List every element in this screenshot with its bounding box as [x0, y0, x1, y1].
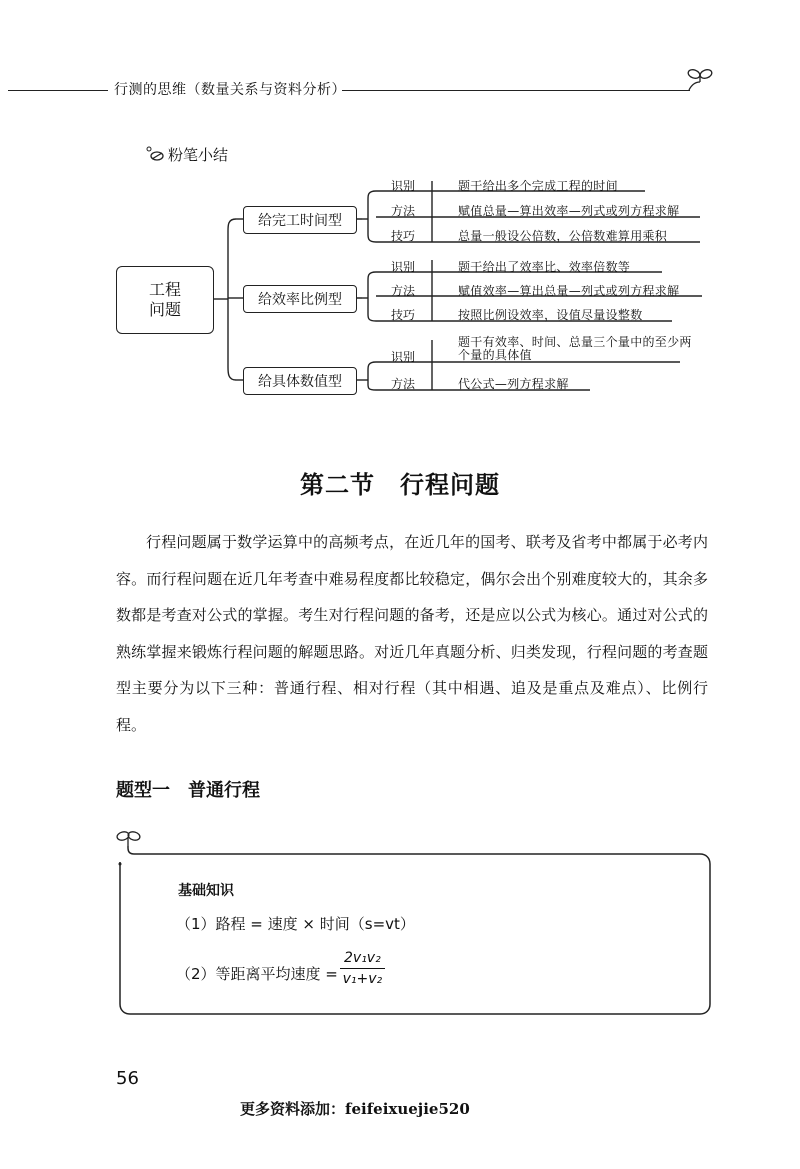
fraction-numerator: 2v₁v₂: [344, 950, 381, 966]
root-line-2: 问题: [148, 300, 181, 319]
knowledge-heading: 基础知识: [178, 883, 234, 899]
formula-average-speed-label: （2）等距离平均速度 =: [176, 965, 338, 983]
formula-average-speed-fraction: [340, 950, 385, 987]
intro-paragraph: 行程问题属于数学运算中的高频考点，在近几年的国考、联考及省考中都属于必考内容。而行程问题在近几年考查中难易程度都比较稳定，偶尔会出个别难度较大的，其余多数都是考查对公式的掌握。考生对行程问题的备考，还是应以公式为核心。通过对公式的熟练掌握来锻炼行程问题的解题思路。对近几年真题分析、归类发现，行程问题的考查题型主要分为以下三种：普通行程、相对行程（其中相遇、追及是重点及难点）、比例行程。: [116, 533, 708, 734]
branch-completion-time: 给完工时间型: [243, 206, 357, 234]
leaf-text: 总量一般设公倍数，公倍数难算用乘积: [458, 229, 668, 243]
leaf-text: 题干给出多个完成工程的时间: [458, 179, 618, 193]
leaf-text: 题干给出了效率比、效率倍数等: [458, 260, 631, 274]
leaf-key: 技巧: [391, 308, 416, 322]
running-header-title: 行测的思维（数量关系与资料分析）: [114, 82, 346, 98]
leaf-key: 方法: [391, 204, 416, 218]
section-title: 第二节 行程问题: [300, 471, 500, 499]
leaf-key: 识别: [391, 350, 416, 364]
leaf-key: 识别: [391, 260, 416, 274]
leaf-text: 按照比例设效率，设值尽量设整数: [458, 308, 643, 322]
page-number: 56: [116, 1068, 139, 1089]
leaf-text: 赋值效率—算出总量—列式或列方程求解: [458, 284, 680, 298]
leaf-text: 题干有效率、时间、总量三个量中的至少两个量的具体值: [458, 335, 692, 362]
fraction-bar: [340, 968, 385, 969]
leaf-key: 方法: [391, 284, 416, 298]
branch-efficiency-ratio: 给效率比例型: [243, 285, 357, 313]
leaf-key: 识别: [391, 179, 416, 193]
summary-title: 粉笔小结: [168, 146, 229, 164]
branch-specific-values: 给具体数值型: [243, 367, 357, 395]
formula-distance: （1）路程 = 速度 × 时间（s=vt）: [176, 915, 415, 933]
sprout-icon: [116, 828, 142, 848]
question-type-heading: 题型一 普通行程: [116, 780, 260, 801]
fraction-denominator: v₁+v₂: [342, 971, 383, 987]
footer-note: 更多资料添加：feifeixuejie520: [240, 1100, 470, 1118]
leaf-text: 代公式—列方程求解: [458, 377, 569, 391]
leaf-key: 技巧: [391, 229, 416, 243]
root-line-1: 工程: [148, 280, 181, 299]
leaf-key: 方法: [391, 377, 416, 391]
leaf-text: 赋值总量—算出效率—列式或列方程求解: [458, 204, 680, 218]
